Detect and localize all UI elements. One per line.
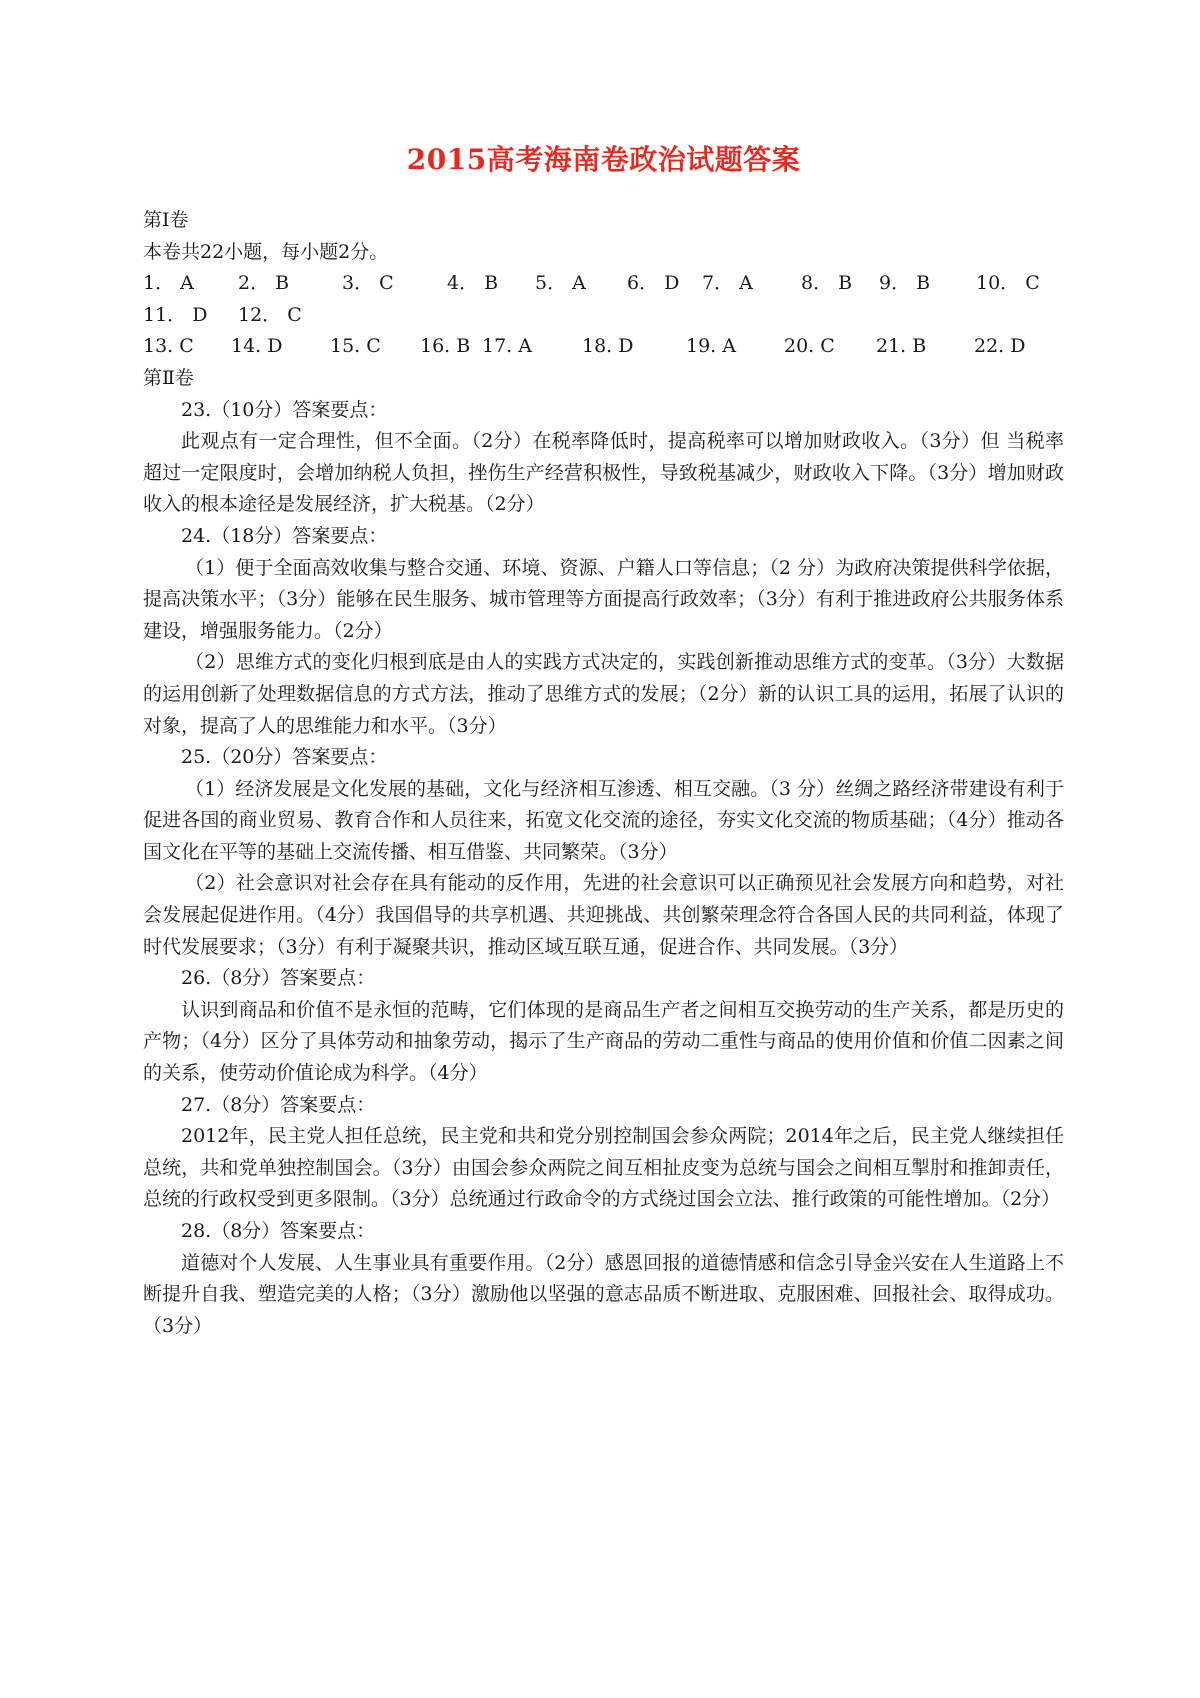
answer-3: 3． C [342, 272, 394, 295]
q23-heading: 23.（10分）答案要点： [181, 398, 388, 421]
answer-19: 19. A [686, 335, 736, 358]
answer-22: 22. D [974, 335, 1026, 358]
q25-answer-1: （1）经济发展是文化发展的基础，文化与经济相互渗透、相互交融。（3 分）丝绸之路经济带建设有利于促进各国的商业贸易、教育合作和人员往来，拓宽文化交流的途径，夯实文化交流的物质基础；（4分）推动各国文化在平等的基础上交流传播、相互借鉴、共同繁荣。（3分） [143, 777, 1064, 863]
document-title: 2015高考海南卷政治试题答案 [406, 143, 801, 176]
q24-heading: 24.（18分）答案要点： [181, 524, 388, 547]
answer-14: 14. D [231, 335, 283, 358]
q28-answer: 道德对个人发展、人生事业具有重要作用。（2分）感恩回报的道德情感和信念引导金兴安在人生道路上不断提升自我、塑造完美的人格；（3分）激励他以坚强的意志品质不断进取、克服困难、回报社会、取得成功。（3分） [143, 1251, 1064, 1337]
answer-12: 12． C [238, 303, 302, 326]
answer-7: 7． A [702, 272, 753, 295]
answer-6: 6． D [627, 272, 680, 295]
answer-21: 21. B [876, 335, 927, 358]
answer-17: 17. A [482, 335, 532, 358]
answer-8: 8． B [801, 272, 853, 295]
answers-row-2 [143, 300, 1064, 332]
q25-answer-2: （2）社会意识对社会存在具有能动的反作用，先进的社会意识可以正确预见社会发展方向和趋势，对社会发展起促进作用。（4分）我国倡导的共享机遇、共迎挑战、共创繁荣理念符合各国人民的共同利益，体现了时代发展要求；（3分）有利于凝聚共识，推动区域互联互通，促进合作、共同发展。（3分） [143, 872, 1064, 958]
answer-5: 5． A [535, 272, 586, 295]
answer-16: 16. B [420, 335, 471, 358]
q26-answer: 认识到商品和价值不是永恒的范畴，它们体现的是商品生产者之间相互交换劳动的生产关系，都是历史的产物；（4分）区分了具体劳动和抽象劳动，揭示了生产商品的劳动二重性与商品的使用价值和价值二因素之间的关系，使劳动价值论成为科学。（4分） [143, 998, 1064, 1085]
part1-intro: 本卷共22小题，每小题2分。 [143, 240, 389, 263]
answer-18: 18. D [582, 335, 634, 358]
answer-1: 1． A [143, 272, 194, 295]
answer-10: 10． C [976, 272, 1040, 295]
answer-15: 15. C [330, 335, 381, 358]
q27-heading: 27.（8分）答案要点： [181, 1093, 376, 1116]
q25-heading: 25.（20分）答案要点： [181, 746, 388, 769]
q26-heading: 26.（8分）答案要点： [181, 967, 376, 990]
answer-11: 11． D [143, 303, 208, 326]
answer-9: 9． B [879, 272, 931, 295]
q27-answer: 2012年，民主党人担任总统，民主党和共和党分别控制国会参众两院；2014年之后，民主党人继续担任总统，共和党单独控制国会。（3分）由国会参众两院之间互相扯皮变为总统与国会之间相互掣肘和推卸责任，总统的行政权受到更多限制。（3分）总统通过行政命令的方式绕过国会立法、推行政策的可能性增加。（2分） [143, 1125, 1064, 1211]
part2-heading: 第Ⅱ卷 [143, 366, 194, 389]
q24-answer-2: （2）思维方式的变化归根到底是由人的实践方式决定的，实践创新推动思维方式的变革。（3分）大数据的运用创新了处理数据信息的方式方法，推动了思维方式的发展；（2分）新的认识工具的运用，拓展了认识的对象，提高了人的思维能力和水平。（3分） [143, 651, 1064, 737]
q23-answer: 此观点有一定合理性，但不全面。（2分）在税率降低时，提高税率可以增加财政收入。（3分）但 当税率超过一定限度时，会增加纳税人负担，挫伤生产经营积极性，导致税基减少，财政收入下降。（3分）增加财政收入的根本途径是发展经济，扩大税基。（2分） [143, 430, 1064, 516]
answer-13: 13. C [143, 335, 194, 358]
answers-row-1 [143, 268, 1064, 300]
part1-heading: 第Ⅰ卷 [143, 209, 189, 231]
q28-heading: 28.（8分）答案要点： [181, 1220, 376, 1242]
answer-20: 20. C [784, 335, 835, 358]
q24-answer-1: （1）便于全面高效收集与整合交通、环境、资源、户籍人口等信息；（2 分）为政府决策提供科学依据，提高决策水平；（3分）能够在民生服务、城市管理等方面提高行政效率；（3分）有利于推进政府公共服务体系建设，增强服务能力。（2分） [143, 556, 1064, 642]
answer-4: 4． B [447, 272, 499, 295]
answers-row-3 [143, 331, 1064, 363]
document-body [143, 205, 1064, 1342]
answer-2: 2． B [238, 272, 290, 295]
